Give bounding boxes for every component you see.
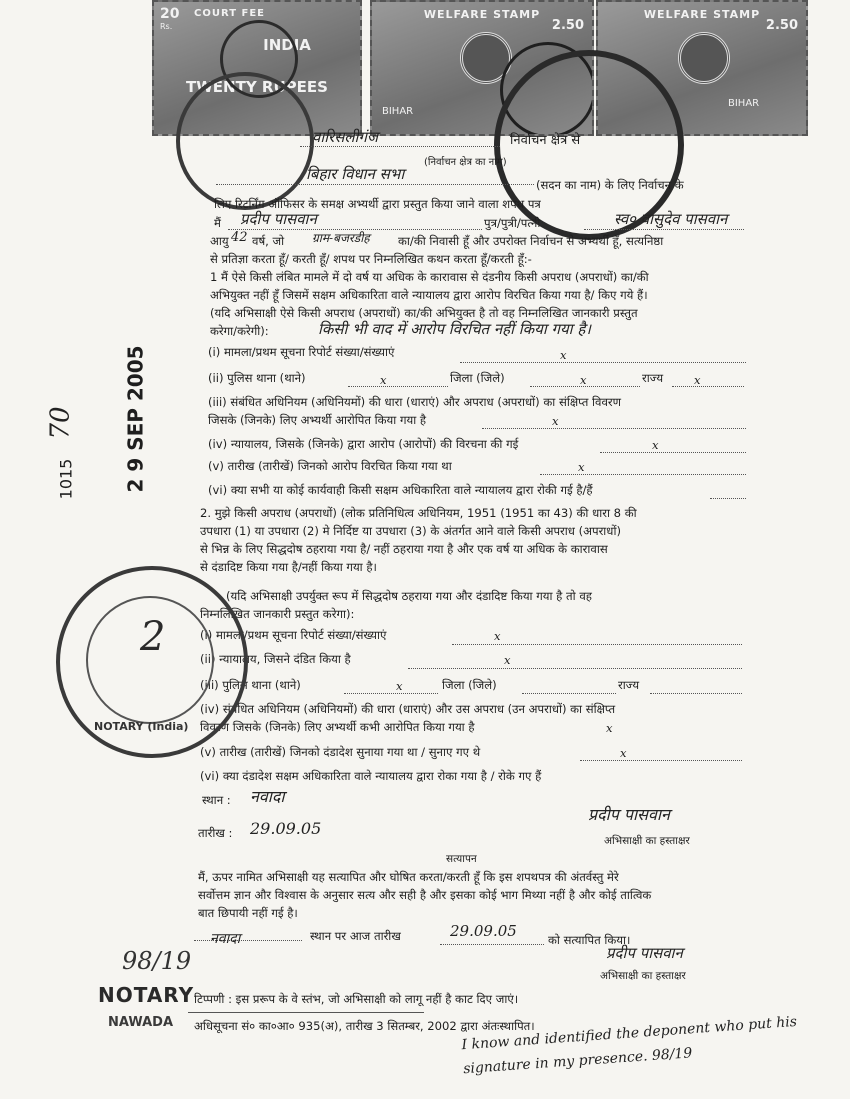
cross-mark: x xyxy=(580,373,587,387)
cross-mark: x xyxy=(560,348,567,362)
footnote-line-1: टिप्पणी : इस प्ररूप के वे स्तंभ, जो अभिसाक्षी को लागू नहीं है काट दिए जाएं। xyxy=(194,992,519,1006)
s2-item-5: (v) तारीख (तारीखें) जिनको दंडादेश सुनाया गया था / सुनाए गए थे xyxy=(200,745,481,759)
intro-line1: लिए रिटर्निंग ऑफिसर के समक्ष अभ्यर्थी द्वारा प्रस्तुत किया जाने वाला शपथ पत्र xyxy=(214,197,541,211)
margin-code: 70 xyxy=(45,406,76,440)
s1-handwritten: किसी भी वाद में आरोप विरचित नहीं किया गया है। xyxy=(318,320,591,338)
s1-line-1: 1 मैं ऐसे किसी लंबित मामले में दो वर्ष या अधिक के कारावास से दंडनीय किसी अपराध (अपराधों) का/की xyxy=(210,270,649,284)
s2-note-1: (यदि अभिसाक्षी उपर्युक्त रूप में सिद्धदोष ठहराया गया और दंडादिष्ट किया गया है तो वह xyxy=(226,589,592,603)
cross-mark: x xyxy=(652,438,659,452)
stamp-sub: BIHAR xyxy=(728,98,760,109)
cross-mark: x xyxy=(494,629,501,643)
stamp-sub: BIHAR xyxy=(382,106,414,117)
margin-number: 1015 xyxy=(56,458,76,500)
round-stamp-left xyxy=(176,72,314,210)
verification-place: नवादा xyxy=(210,931,241,947)
age-label: आयु xyxy=(210,234,229,248)
margin-date: 2 9 SEP 2005 xyxy=(123,345,148,493)
s1-item-2-rajya: राज्य xyxy=(642,371,664,385)
stamp-value: 2.50 xyxy=(551,18,584,33)
signature-2-label: अभिसाक्षी का हस्ताक्षर xyxy=(600,970,686,982)
date-value: 29.09.05 xyxy=(250,819,322,838)
s2-item-3-jila: जिला (जिले) xyxy=(442,678,497,692)
verification-date: 29.09.05 xyxy=(450,922,517,940)
s2-line-1: 2. मुझे किसी अपराध (अपराधों) (लोक प्रतिनिधित्व अधिनियम, 1951 (1951 का 43) की धारा 8 की xyxy=(200,506,637,520)
stamp-country: INDIA xyxy=(263,36,311,54)
house-name: बिहार विधान सभा xyxy=(306,165,405,183)
seal-text: NOTARY (India) xyxy=(94,720,189,733)
verification-title: सत्यापन xyxy=(446,853,477,865)
relation-label: पुत्र/पुत्री/पत्नी xyxy=(484,216,541,230)
s1-line-2: अभियुक्त नहीं हूँ जिसमें सक्षम अधिकारिता वाले न्यायालय द्वारा आरोप विरचित किया गया है/ किए गये हैं। xyxy=(210,288,648,302)
stamp-header: WELFARE STAMP xyxy=(423,8,541,21)
cross-mark: x xyxy=(578,460,585,474)
constituency-caption: (निर्वाचन क्षेत्र का नाम) xyxy=(424,157,507,168)
stamp-header: WELFARE STAMP xyxy=(643,8,761,21)
cross-mark: x xyxy=(504,653,511,667)
date-label: तारीख : xyxy=(198,826,233,840)
oath-line: से प्रतिज्ञा करता हूँ/ करती हूँ/ शपथ पर निम्नलिखित कथन करता हूँ/करती हूँ:- xyxy=(210,252,532,266)
verification-line-1: मैं, ऊपर नामित अभिसाक्षी यह सत्यापित और घोषित करता/करती हूँ कि इस शपथपत्र की अंतर्वस्तु मेरे xyxy=(198,870,619,884)
cross-mark: x xyxy=(620,746,627,760)
notary-handwritten: 98/19 xyxy=(122,947,192,975)
cross-mark: x xyxy=(552,414,559,428)
s1-item-5: (v) तारीख (तारीखें) जिनको आरोप विरचित किया गया था xyxy=(208,459,452,473)
emblem-icon xyxy=(678,32,730,84)
stamp-unit: Rs. xyxy=(160,22,173,31)
verification-text-mid: स्थान पर आज तारीख xyxy=(310,929,401,943)
s1-item-6: (vi) क्या सभी या कोई कार्यवाही किसी सक्षम अधिकारिता वाले न्यायालय द्वारा रोकी गई है/हैं xyxy=(208,483,593,497)
s2-line-2: उपधारा (1) या उपधारा (2) मे निर्दिष्ट या उपधारा (3) के अंतर्गत आने वाले किसी अपराध (अपराधों) xyxy=(200,524,621,538)
stamp-value: 20 xyxy=(160,6,180,22)
signature-label: अभिसाक्षी का हस्ताक्षर xyxy=(604,835,690,847)
verification-text-end: को सत्यापित किया। xyxy=(548,933,631,947)
village-name: ग्राम-बजरडीह xyxy=(312,231,370,245)
footnote-line-2: अधिसूचना सं० का०आ० 935(अ), तारीख 3 सितम्बर, 2002 द्वारा अंतःस्थापित। xyxy=(194,1019,535,1033)
cross-mark: x xyxy=(396,679,403,693)
s2-line-4: से दंडादिष्ट किया गया है/नहीं किया गया है। xyxy=(200,560,377,574)
s1-item-4: (iv) न्यायालय, जिसके (जिनके) द्वारा आरोप (आरोपों) की विरचना की गई xyxy=(208,437,519,451)
residence-text: का/की निवासी हूँ और उपरोक्त निर्वाचन से अभ्यर्थी हूँ, सत्यनिष्ठा xyxy=(398,234,664,248)
constituency-label: निर्वाचन क्षेत्र से xyxy=(510,133,581,148)
signature: प्रदीप पासवान xyxy=(588,805,670,824)
stamp-header: COURT FEE xyxy=(194,8,266,19)
place-label: स्थान : xyxy=(202,793,231,807)
s1-item-2: (ii) पुलिस थाना (थाने) xyxy=(208,371,306,385)
s2-note-2: निम्नलिखित जानकारी प्रस्तुत करेगा): xyxy=(200,607,355,621)
s2-line-3: से भिन्न के लिए सिद्धदोष ठहराया गया है/ नहीं ठहराया गया है और एक वर्ष या अधिक के कारावास xyxy=(200,542,608,556)
house-suffix: (सदन का नाम) के लिए निर्वाचन के xyxy=(536,178,684,192)
s1-item-2-jila: जिला (जिले) xyxy=(450,371,505,385)
father-name: स्व० वासुदेव पासवान xyxy=(614,210,728,228)
notary-title: NOTARY xyxy=(98,983,195,1007)
candidate-name: प्रदीप पासवान xyxy=(240,210,317,228)
s2-item-6: (vi) क्या दंडादेश सक्षम अधिकारिता वाले न्यायालय द्वारा रोका गया है / रोके गए हैं xyxy=(200,769,542,783)
s1-item-1: (i) मामला/प्रथम सूचना रिपोर्ट संख्या/संख्याएं xyxy=(208,345,395,359)
s1-item-3b: जिसके (जिनके) लिए अभ्यर्थी आरोपित किया गया है xyxy=(208,413,427,427)
name-label: मैं xyxy=(214,216,221,230)
constituency-name: वारिसलीगंज xyxy=(312,128,379,146)
signature-2: प्रदीप पासवान xyxy=(606,944,683,962)
verification-line-3: बात छिपायी नहीं गई है। xyxy=(198,906,298,920)
s2-item-4: (iv) संबंधित अधिनियम (अधिनियमों) की धारा (धाराएं) और उस अपराध (उन अपराधों) का संक्षिप्त xyxy=(200,702,616,716)
divider xyxy=(188,1012,424,1013)
english-note: I know and identified the deponent who put his signature in my presence. 98/19 xyxy=(461,1013,798,1078)
s1-line-3: (यदि अभिसाक्षी ऐसे किसी अपराध (अपराधों) का/की अभियुक्त है तो वह निम्नलिखित जानकारी प्रस्तुत xyxy=(210,306,638,320)
s2-item-3-rajya: राज्य xyxy=(618,678,640,692)
notary-seal xyxy=(56,566,248,758)
s2-item-1: (i) मामला/प्रथम सूचना रिपोर्ट संख्या/संख्याएं xyxy=(200,628,387,642)
s2-item-2: (ii) न्यायालय, जिसने दंडित किया है xyxy=(200,652,351,666)
s1-karega: करेगा/करेगी): xyxy=(210,324,269,338)
s2-item-3: (iii) पुलिस थाना (थाने) xyxy=(200,678,301,692)
age-value: 42 xyxy=(231,230,248,245)
s2-item-4b: विवरण जिसके (जिनके) लिए अभ्यर्थी कभी आरोपित किया गया है xyxy=(200,720,475,734)
seal-number: 2 xyxy=(140,614,166,660)
cross-mark: x xyxy=(380,373,387,387)
notary-place: NAWADA xyxy=(108,1015,174,1030)
stamp-value: 2.50 xyxy=(765,18,798,33)
s1-item-3: (iii) संबंधित अधिनियम (अधिनियमों) की धारा (धाराएं) और अपराध (अपराधों) का संक्षिप्त विवरण xyxy=(208,395,622,409)
cross-mark: x xyxy=(606,721,613,735)
cross-mark: x xyxy=(694,373,701,387)
age-suffix: वर्ष, जो xyxy=(252,234,285,248)
stamp-amount: TWENTY RUPEES xyxy=(186,78,328,96)
place-value: नवादा xyxy=(250,787,285,806)
verification-line-2: सर्वोत्तम ज्ञान और विश्वास के अनुसार सत्य और सही है और इसका कोई भाग मिथ्या नहीं है और कोई तात्विक xyxy=(198,888,652,902)
